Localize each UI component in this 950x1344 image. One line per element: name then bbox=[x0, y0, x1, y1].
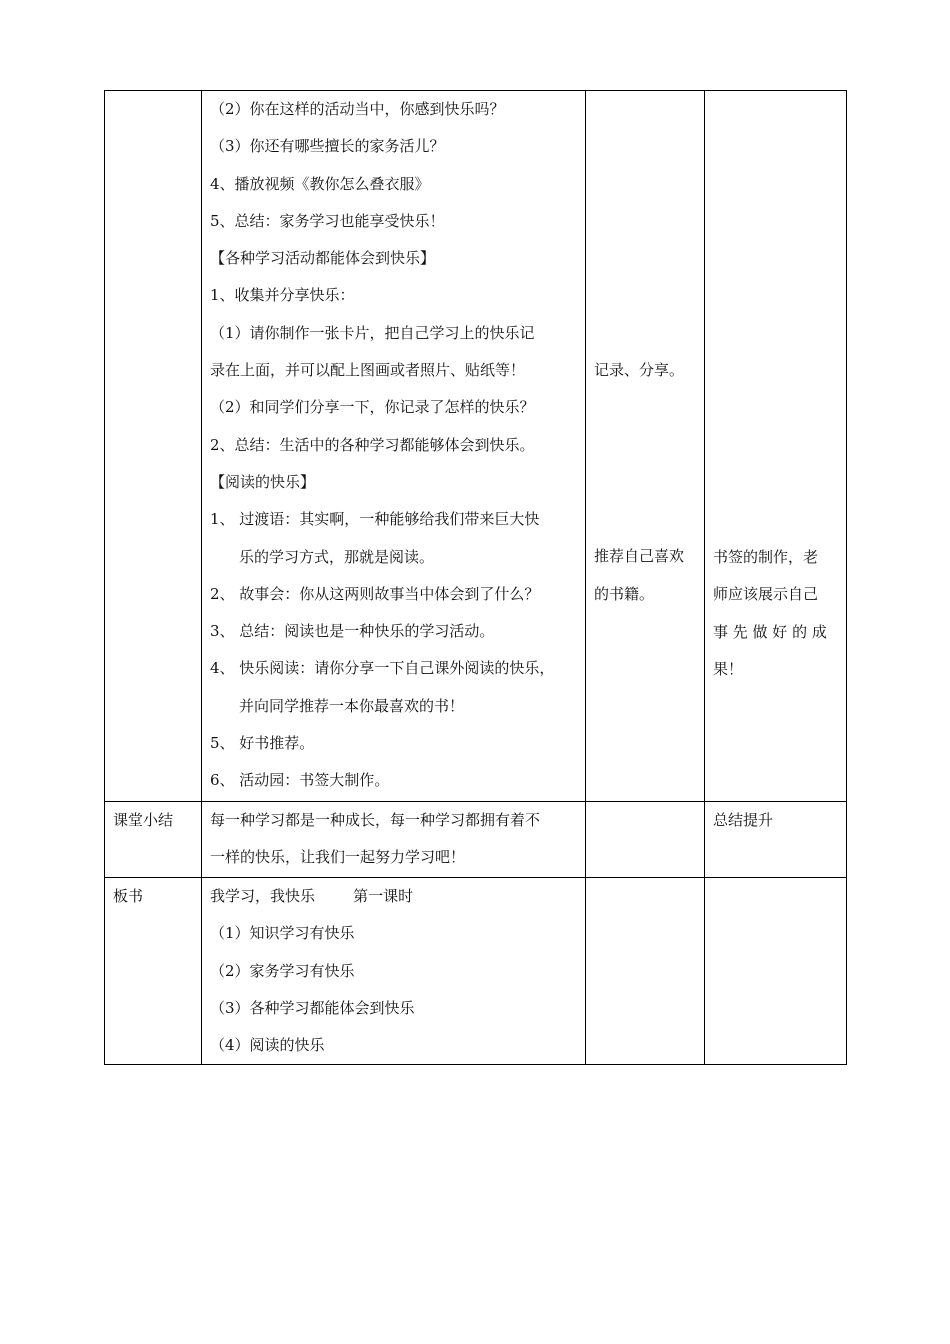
row-label-cell bbox=[105, 878, 202, 1065]
student-activity-cell bbox=[586, 802, 705, 878]
board-line: （3）各种学习都能体会到快乐 bbox=[210, 998, 415, 1017]
section-heading: 【阅读的快乐】 bbox=[210, 472, 316, 491]
notes-line bbox=[713, 878, 838, 915]
content-line: 6、 活动园：书签大制作。 bbox=[210, 771, 390, 790]
row-label-cell bbox=[105, 802, 202, 878]
student-line bbox=[594, 802, 696, 839]
notes-cell bbox=[705, 878, 847, 1065]
student-activity-cell bbox=[586, 878, 705, 1065]
notes-cell bbox=[705, 91, 847, 802]
content-line: 1、 过渡语：其实啊，一种能够给我们带来巨大快 bbox=[210, 510, 540, 529]
row-label: 板书 bbox=[113, 887, 144, 905]
activity-content-cell bbox=[202, 91, 586, 802]
student-line: 的书籍。 bbox=[594, 584, 655, 603]
row-label: 课堂小结 bbox=[113, 811, 174, 829]
content-line: （3）你还有哪些擅长的家务活儿？ bbox=[210, 137, 445, 156]
content-line: 5、总结：家务学习也能享受快乐！ bbox=[210, 211, 445, 230]
content-line: 2、 故事会：你从这两则故事当中体会到了什么？ bbox=[210, 584, 540, 603]
board-line: （2）家务学习有快乐 bbox=[210, 961, 355, 980]
lesson-plan-table bbox=[104, 90, 847, 1065]
content-line: 并向同学推荐一本你最喜欢的书！ bbox=[239, 696, 465, 715]
table-row-summary bbox=[105, 802, 847, 878]
content-line: 4、播放视频《教你怎么叠衣服》 bbox=[210, 174, 430, 193]
content-line: 3、 总结：阅读也是一种快乐的学习活动。 bbox=[210, 622, 495, 641]
row-label-cell bbox=[105, 91, 202, 802]
student-line: 推荐自己喜欢 bbox=[594, 547, 685, 566]
notes-cell bbox=[705, 802, 847, 878]
notes-line: 总结提升 bbox=[713, 811, 774, 829]
content-line: 2、总结：生活中的各种学习都能够体会到快乐。 bbox=[210, 435, 535, 454]
student-activity-cell bbox=[586, 91, 705, 802]
notes-line: 事 先 做 好 的 成 bbox=[713, 622, 827, 641]
content-line: 乐的学习方式，那就是阅读。 bbox=[239, 547, 435, 566]
content-line: 1、收集并分享快乐： bbox=[210, 286, 355, 305]
board-line: （4）阅读的快乐 bbox=[210, 1036, 325, 1055]
table-row-activities bbox=[105, 91, 847, 802]
content-line: 录在上面，并可以配上图画或者照片、贴纸等！ bbox=[210, 361, 526, 380]
content-line: 4、 快乐阅读：请你分享一下自己课外阅读的快乐， bbox=[210, 659, 555, 678]
content-line: （2）和同学们分享一下，你记录了怎样的快乐？ bbox=[210, 398, 535, 417]
content-line: （2）你在这样的活动当中，你感到快乐吗？ bbox=[210, 100, 505, 118]
content-line: 5、 好书推荐。 bbox=[210, 734, 315, 753]
board-title: 我学习，我快乐 第一课时 bbox=[210, 887, 414, 905]
summary-content-cell bbox=[202, 802, 586, 878]
student-line: 记录、分享。 bbox=[594, 361, 685, 379]
board-line: （1）知识学习有快乐 bbox=[210, 924, 355, 943]
content-line: 每一种学习都是一种成长，每一种学习都拥有着不 bbox=[210, 811, 541, 829]
board-content-cell bbox=[202, 878, 586, 1065]
table-row-blackboard bbox=[105, 878, 847, 1065]
notes-line: 师应该展示自己 bbox=[713, 585, 819, 604]
student-line bbox=[594, 878, 696, 915]
notes-line: 书签的制作，老 bbox=[713, 548, 819, 566]
content-line: （1）请你制作一张卡片，把自己学习上的快乐记 bbox=[210, 323, 535, 342]
notes-line: 果！ bbox=[713, 659, 744, 678]
content-line: 一样的快乐，让我们一起努力学习吧！ bbox=[210, 848, 466, 867]
section-heading: 【各种学习活动都能体会到快乐】 bbox=[210, 249, 436, 268]
